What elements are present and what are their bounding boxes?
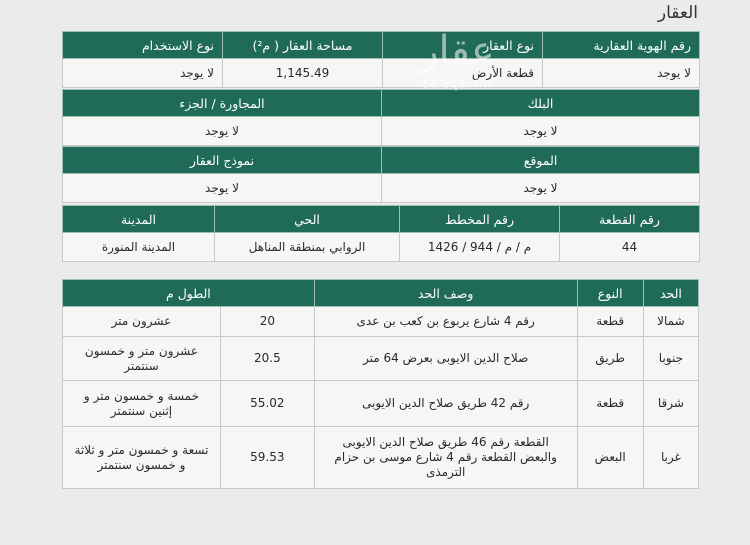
block-header: البلك bbox=[382, 90, 700, 117]
boundary-length: 55.02 bbox=[220, 381, 314, 427]
plot-number-header: رقم القطعة bbox=[560, 206, 700, 233]
boundary-type: طريق bbox=[577, 337, 643, 381]
neighborhood-part-value: لا يوجد bbox=[63, 117, 382, 146]
watermark-url: sa.aqar.fm bbox=[422, 77, 492, 92]
property-type-header: نوع العقار bbox=[383, 32, 543, 59]
property-area-header: مساحة العقار ( م²) bbox=[223, 32, 383, 59]
boundary-description: القطعة رقم 46 طريق صلاح الدين الايوبى والبعض القطعة رقم 4 شارع موسى بن حزام الترمذى bbox=[314, 427, 577, 489]
boundary-description-header: وصف الحد bbox=[314, 280, 577, 307]
boundary-type-header: النوع bbox=[577, 280, 643, 307]
boundary-length-text: عشرون متر و خمسون سنتمتر bbox=[63, 337, 221, 381]
block-table bbox=[62, 89, 700, 146]
boundary-description: رقم 4 شارع يربوع بن كعب بن عدى bbox=[314, 307, 577, 337]
boundary-length: 59.53 bbox=[220, 427, 314, 489]
plan-number-value: م / م / 944 / 1426 bbox=[400, 233, 560, 262]
property-model-value: لا يوجد bbox=[63, 174, 382, 203]
location-table bbox=[62, 146, 700, 203]
boundary-side: جنوبا bbox=[643, 337, 698, 381]
property-model-header: نموذج العقار bbox=[63, 147, 382, 174]
boundary-type: قطعة bbox=[577, 307, 643, 337]
boundary-length: 20.5 bbox=[220, 337, 314, 381]
district-header: الحي bbox=[215, 206, 400, 233]
boundary-side-header: الحد bbox=[643, 280, 698, 307]
plan-number-header: رقم المخطط bbox=[400, 206, 560, 233]
boundary-type: البعض bbox=[577, 427, 643, 489]
usage-type-header: نوع الاستخدام bbox=[63, 32, 223, 59]
city-header: المدينة bbox=[63, 206, 215, 233]
boundaries-table bbox=[62, 279, 699, 489]
plot-table bbox=[62, 205, 700, 262]
boundary-length-text: عشرون متر bbox=[63, 307, 221, 337]
table-row bbox=[63, 427, 699, 489]
district-value: الروابي بمنطقة المناهل bbox=[215, 233, 400, 262]
plot-number-value: 44 bbox=[560, 233, 700, 262]
boundary-side: شرقا bbox=[643, 381, 698, 427]
table-row bbox=[63, 307, 699, 337]
watermark-brand: عقار bbox=[419, 28, 495, 74]
boundary-length-text: تسعة و خمسون متر و ثلاثة و خمسون سنتمتر bbox=[63, 427, 221, 489]
neighborhood-part-header: المجاورة / الجزء bbox=[63, 90, 382, 117]
boundary-side: شمالا bbox=[643, 307, 698, 337]
city-value: المدينة المنورة bbox=[63, 233, 215, 262]
property-type-value: قطعة الأرض bbox=[383, 59, 543, 88]
boundary-type: قطعة bbox=[577, 381, 643, 427]
usage-type-value: لا يوجد bbox=[63, 59, 223, 88]
location-value: لا يوجد bbox=[382, 174, 700, 203]
block-value: لا يوجد bbox=[382, 117, 700, 146]
boundary-length: 20 bbox=[220, 307, 314, 337]
page-title: العقار bbox=[657, 3, 698, 23]
boundary-length-text: خمسة و خمسون متر و إثنين سنتمتر bbox=[63, 381, 221, 427]
property-table bbox=[62, 31, 700, 88]
property-id-header: رقم الهوية العقارية bbox=[543, 32, 700, 59]
boundary-length-header: الطول م bbox=[63, 280, 315, 307]
table-row bbox=[63, 381, 699, 427]
table-row bbox=[63, 337, 699, 381]
property-area-value: 1,145.49 bbox=[223, 59, 383, 88]
boundary-description: صلاح الدين الايوبى بعرض 64 متر bbox=[314, 337, 577, 381]
location-header: الموقع bbox=[382, 147, 700, 174]
property-id-value: لا يوجد bbox=[543, 59, 700, 88]
boundary-side: غربا bbox=[643, 427, 698, 489]
boundary-description: رقم 42 طريق صلاح الدين الايوبى bbox=[314, 381, 577, 427]
